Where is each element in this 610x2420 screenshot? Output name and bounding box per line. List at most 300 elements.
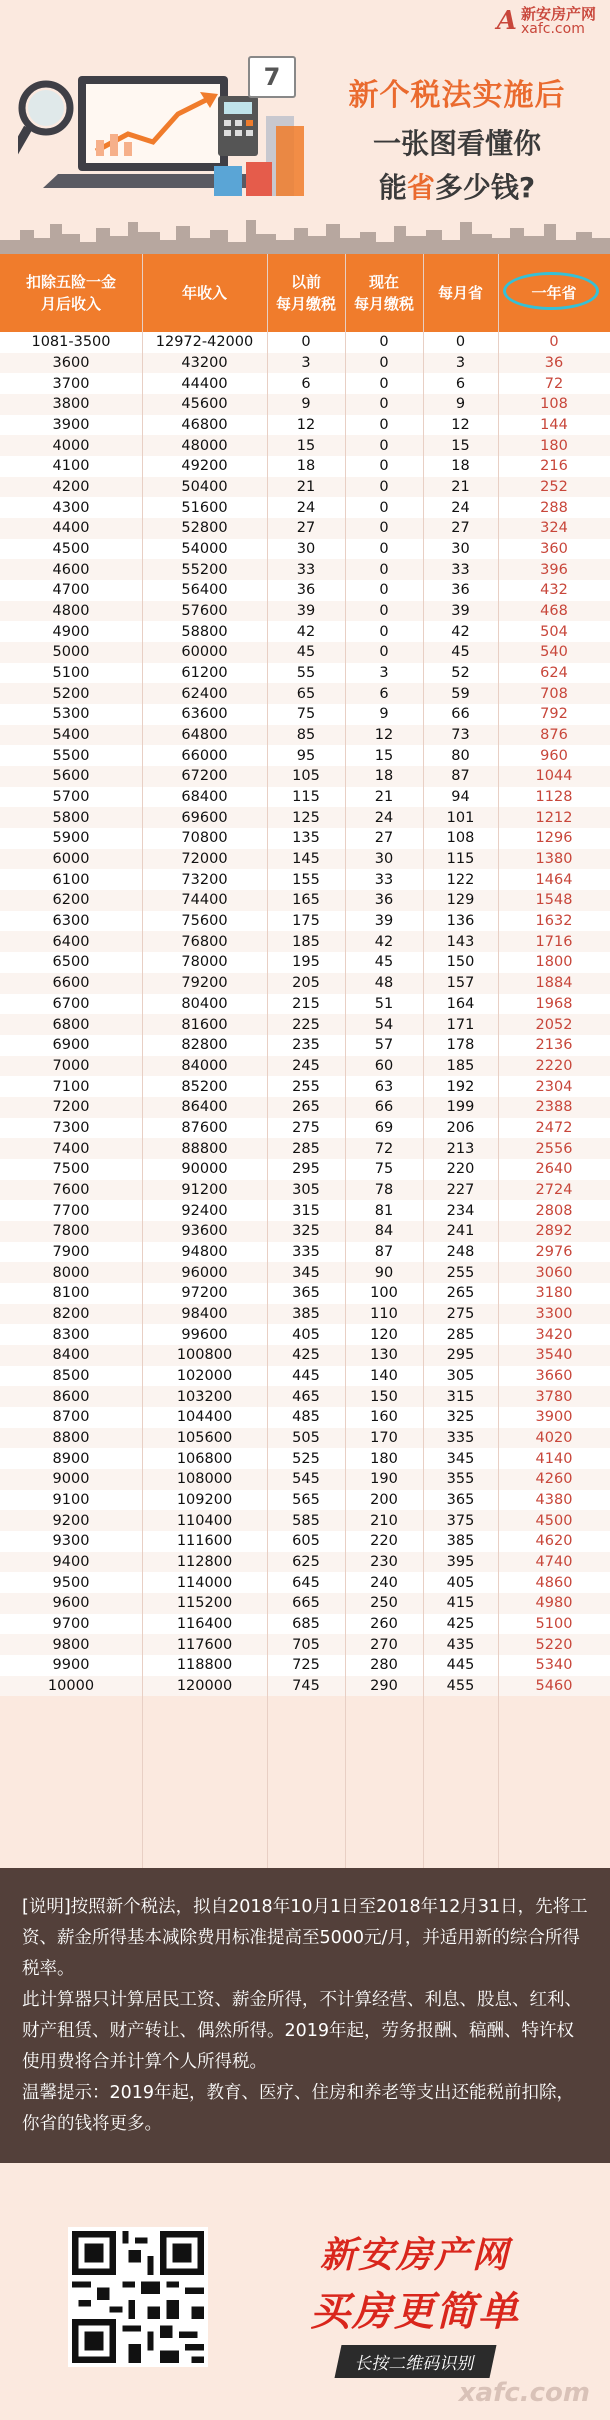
table-row [0,766,610,787]
cell-annual-income: 44400 [181,375,228,392]
table-row [0,394,610,415]
cell-old-tax: 185 [292,933,320,950]
cell-old-tax: 235 [292,1037,320,1054]
cell-monthly-saving: 73 [451,727,470,744]
cell-yearly-saving: 2556 [535,1140,573,1157]
cell-annual-income: 78000 [181,954,228,971]
cell-monthly-saving: 21 [451,479,470,496]
tax-table [0,332,610,1696]
cell-yearly-saving: 2724 [535,1181,573,1198]
cell-monthly-saving: 241 [446,1223,475,1240]
cell-yearly-saving: 5100 [535,1615,573,1632]
cell-new-tax: 48 [374,975,394,992]
cell-new-tax: 0 [379,396,389,413]
cell-annual-income: 81600 [181,1016,228,1033]
cell-new-tax: 0 [379,623,389,640]
cell-old-tax: 625 [292,1553,320,1570]
cell-old-tax: 665 [292,1595,320,1612]
cell-monthly-income: 4500 [52,541,90,558]
cell-new-tax: 0 [379,541,389,558]
cell-annual-income: 79200 [181,975,228,992]
cell-new-tax: 90 [374,1264,394,1281]
cell-new-tax: 0 [379,437,389,454]
cell-yearly-saving: 3540 [535,1347,573,1364]
cell-monthly-income: 6700 [52,995,90,1012]
cell-old-tax: 12 [296,417,316,434]
cell-monthly-saving: 365 [446,1491,475,1508]
table-row [0,497,610,518]
table-row [0,1634,610,1655]
cell-old-tax: 565 [292,1491,320,1508]
cell-old-tax: 425 [292,1347,320,1364]
cell-yearly-saving: 960 [540,747,568,764]
cell-old-tax: 36 [296,582,316,599]
cell-new-tax: 57 [374,1037,394,1054]
table-row [0,1324,610,1345]
table-row [0,1159,610,1180]
cell-new-tax: 240 [370,1574,398,1591]
cell-annual-income: 100800 [176,1347,233,1364]
cell-old-tax: 45 [296,644,316,661]
table-row [0,1428,610,1449]
cell-old-tax: 75 [296,706,316,723]
cell-new-tax: 6 [379,685,389,702]
cell-monthly-income: 7900 [52,1243,90,1260]
cell-monthly-saving: 234 [446,1202,475,1219]
table-row [0,456,610,477]
cell-new-tax: 270 [370,1636,398,1653]
cell-annual-income: 58800 [181,623,228,640]
cell-monthly-income: 4700 [52,582,90,599]
cell-annual-income: 111600 [176,1533,233,1550]
city-skyline-icon [0,216,610,254]
cell-yearly-saving: 0 [549,334,559,351]
table-row [0,332,610,353]
cell-new-tax: 24 [374,809,394,826]
table-row [0,435,610,456]
column-divider [345,254,346,1868]
cell-new-tax: 51 [374,995,394,1012]
cell-yearly-saving: 2304 [535,1078,573,1095]
cell-annual-income: 94800 [181,1243,228,1260]
cell-new-tax: 0 [379,603,389,620]
cell-monthly-saving: 12 [451,417,470,434]
cell-old-tax: 18 [296,458,316,475]
table-row [0,1386,610,1407]
table-row [0,1180,610,1201]
table-row [0,1448,610,1469]
cell-old-tax: 405 [292,1326,320,1343]
table-row [0,1345,610,1366]
table-row [0,1056,610,1077]
header-yearly-saving: 一年省 [531,283,577,302]
cell-new-tax: 84 [374,1223,394,1240]
cell-monthly-income: 4300 [52,499,90,516]
cell-yearly-saving: 708 [540,685,568,702]
cell-old-tax: 135 [292,830,320,847]
cell-old-tax: 125 [292,809,320,826]
table-row [0,1118,610,1139]
cell-old-tax: 27 [296,520,316,537]
cell-new-tax: 250 [370,1595,398,1612]
cell-old-tax: 325 [292,1223,320,1240]
cell-yearly-saving: 4380 [535,1491,573,1508]
hero-title-line3: 能省多少钱? [378,171,536,204]
cell-annual-income: 68400 [181,789,228,806]
cell-monthly-saving: 9 [455,396,466,413]
cell-monthly-saving: 164 [446,995,475,1012]
cell-new-tax: 60 [374,1057,394,1074]
cell-monthly-income: 7600 [52,1181,90,1198]
cell-old-tax: 505 [292,1429,320,1446]
cell-old-tax: 42 [296,623,316,640]
cell-annual-income: 52800 [181,520,228,537]
table-row [0,580,610,601]
cell-monthly-saving: 27 [451,520,470,537]
cell-old-tax: 165 [292,892,320,909]
cell-new-tax: 0 [379,479,389,496]
cell-yearly-saving: 3420 [535,1326,573,1343]
cell-monthly-income: 6200 [52,892,90,909]
cell-yearly-saving: 4740 [535,1553,573,1570]
cell-old-tax: 255 [292,1078,320,1095]
cell-new-tax: 3 [379,665,389,682]
cell-annual-income: 84000 [181,1057,228,1074]
cell-annual-income: 109200 [176,1491,233,1508]
cell-annual-income: 43200 [181,355,228,371]
cell-yearly-saving: 1548 [535,892,573,909]
cell-old-tax: 205 [292,975,320,992]
cell-yearly-saving: 2892 [535,1223,573,1240]
cell-old-tax: 85 [296,727,316,744]
cell-monthly-income: 9100 [52,1491,90,1508]
cell-monthly-saving: 265 [446,1285,475,1302]
cell-yearly-saving: 1044 [535,768,573,785]
table-row [0,994,610,1015]
cell-old-tax: 275 [292,1119,320,1136]
cell-monthly-income: 4100 [52,458,90,475]
cell-new-tax: 110 [370,1305,398,1322]
cell-monthly-saving: 375 [446,1512,475,1529]
cell-monthly-income: 8400 [52,1347,90,1364]
cell-old-tax: 3 [301,355,311,371]
cell-monthly-saving: 255 [446,1264,475,1281]
cell-annual-income: 103200 [176,1388,233,1405]
cell-annual-income: 99600 [181,1326,228,1343]
column-divider [142,254,143,1868]
cell-monthly-saving: 385 [446,1533,475,1550]
table-row [0,539,610,560]
cell-monthly-saving: 355 [446,1471,475,1488]
cell-yearly-saving: 4860 [535,1574,573,1591]
cell-yearly-saving: 1716 [535,933,573,950]
cell-annual-income: 97200 [181,1285,228,1302]
cell-yearly-saving: 2388 [535,1099,573,1116]
table-row [0,1097,610,1118]
cell-annual-income: 92400 [181,1202,228,1219]
header-annual-income: 年收入 [181,283,227,302]
cell-annual-income: 93600 [181,1223,228,1240]
cell-annual-income: 108000 [176,1471,233,1488]
cell-new-tax: 15 [374,747,394,764]
cell-new-tax: 280 [370,1657,398,1674]
cell-yearly-saving: 1464 [535,871,573,888]
cell-old-tax: 9 [301,396,311,413]
cell-old-tax: 65 [296,685,316,702]
explanation-note [0,1868,610,2163]
cell-annual-income: 106800 [176,1450,233,1467]
cell-yearly-saving: 36 [544,355,564,371]
cell-old-tax: 345 [292,1264,320,1281]
cell-annual-income: 66000 [181,747,228,764]
cell-new-tax: 0 [379,355,389,371]
cell-new-tax: 0 [379,499,389,516]
cell-annual-income: 117600 [176,1636,233,1653]
cell-monthly-saving: 115 [446,851,475,868]
cell-old-tax: 95 [296,747,316,764]
cell-new-tax: 42 [374,933,394,950]
table-row [0,477,610,498]
qr-code-icon[interactable] [68,2227,208,2367]
cell-old-tax: 585 [292,1512,320,1529]
cell-monthly-income: 5400 [52,727,90,744]
cell-monthly-saving: 275 [446,1305,475,1322]
table-row [0,725,610,746]
cell-annual-income: 63600 [181,706,228,723]
cell-yearly-saving: 432 [540,582,568,599]
cell-new-tax: 0 [379,375,389,392]
cell-old-tax: 335 [292,1243,320,1260]
cell-old-tax: 115 [292,789,320,806]
table-row [0,1572,610,1593]
cell-new-tax: 230 [370,1553,398,1570]
cell-annual-income: 45600 [181,396,228,413]
cell-monthly-saving: 33 [451,561,470,578]
cell-new-tax: 120 [370,1326,398,1343]
cell-new-tax: 0 [379,334,389,351]
cell-monthly-saving: 315 [446,1388,475,1405]
cell-new-tax: 0 [379,644,389,661]
cell-monthly-saving: 415 [446,1595,475,1612]
cell-old-tax: 145 [292,851,320,868]
table-row [0,621,610,642]
cell-monthly-saving: 15 [451,437,470,454]
cell-monthly-income: 9400 [52,1553,90,1570]
cell-monthly-saving: 136 [446,913,475,930]
cell-annual-income: 56400 [181,582,228,599]
cell-old-tax: 545 [292,1471,320,1488]
cell-yearly-saving: 144 [540,417,568,434]
cell-monthly-income: 7700 [52,1202,90,1219]
table-row [0,1242,610,1263]
cell-annual-income: 118800 [176,1657,233,1674]
cell-annual-income: 74400 [181,892,228,909]
cell-yearly-saving: 792 [540,706,568,723]
cell-monthly-saving: 101 [446,809,475,826]
cell-old-tax: 605 [292,1533,320,1550]
table-row [0,642,610,663]
cell-monthly-income: 4900 [52,623,90,640]
cell-monthly-income: 7300 [52,1119,90,1136]
site-logo[interactable] [497,6,596,36]
cell-monthly-saving: 30 [451,541,470,558]
cell-yearly-saving: 504 [540,623,568,640]
cell-annual-income: 61200 [181,665,228,682]
cell-annual-income: 114000 [176,1574,233,1591]
cell-yearly-saving: 540 [540,644,568,661]
cell-yearly-saving: 468 [540,603,568,620]
table-row [0,1490,610,1511]
cell-monthly-income: 3900 [52,417,90,434]
cell-yearly-saving: 4260 [535,1471,573,1488]
calendar-icon: 7 [248,56,296,98]
cell-monthly-saving: 425 [446,1615,475,1632]
cell-annual-income: 91200 [181,1181,228,1198]
cell-yearly-saving: 3660 [535,1367,573,1384]
cell-old-tax: 175 [292,913,320,930]
cell-new-tax: 0 [379,417,389,434]
cell-annual-income: 64800 [181,727,228,744]
cell-annual-income: 69600 [181,809,228,826]
header-new-tax: 现在 每月缴税 [353,272,414,313]
cell-annual-income: 76800 [181,933,228,950]
cell-new-tax: 130 [370,1347,398,1364]
highlight-circle-icon [503,272,599,310]
table-row [0,828,610,849]
cell-annual-income: 57600 [181,603,228,620]
cell-annual-income: 104400 [176,1409,233,1426]
table-row [0,1283,610,1304]
cell-annual-income: 46800 [181,417,228,434]
cell-old-tax: 30 [296,541,316,558]
table-row [0,890,610,911]
cell-new-tax: 0 [379,520,389,537]
cell-annual-income: 116400 [176,1615,233,1632]
table-row [0,849,610,870]
cell-monthly-income: 8200 [52,1305,90,1322]
table-row [0,663,610,684]
cell-yearly-saving: 4500 [535,1512,573,1529]
cell-monthly-saving: 185 [446,1057,475,1074]
cell-yearly-saving: 1128 [535,789,573,806]
cell-monthly-income: 6300 [52,913,90,930]
cell-new-tax: 180 [370,1450,398,1467]
table-row [0,1676,610,1697]
cell-monthly-saving: 52 [451,665,470,682]
table-row [0,373,610,394]
brand-slogan [255,2227,575,2378]
cell-yearly-saving: 1296 [535,830,573,847]
cell-monthly-saving: 108 [446,830,475,847]
table-row [0,787,610,808]
cell-monthly-income: 8100 [52,1285,90,1302]
cell-old-tax: 265 [292,1099,320,1116]
cell-monthly-income: 6100 [52,871,90,888]
cell-monthly-saving: 18 [451,458,470,475]
cell-old-tax: 6 [301,375,311,392]
table-row [0,1593,610,1614]
cell-yearly-saving: 3180 [535,1285,573,1302]
table-row [0,415,610,436]
table-row [0,952,610,973]
cell-annual-income: 67200 [181,768,228,785]
cell-new-tax: 290 [370,1678,398,1694]
cell-monthly-income: 4200 [52,479,90,496]
table-row [0,911,610,932]
cell-new-tax: 170 [370,1429,398,1446]
cell-monthly-saving: 285 [446,1326,475,1343]
cell-new-tax: 33 [374,871,394,888]
cell-monthly-income: 4800 [52,603,90,620]
cell-new-tax: 45 [374,954,394,971]
cell-monthly-income: 5700 [52,789,90,806]
cell-monthly-income: 9700 [52,1615,90,1632]
cell-monthly-saving: 6 [455,375,466,392]
cell-monthly-saving: 455 [446,1678,475,1694]
table-row [0,745,610,766]
cell-monthly-saving: 171 [446,1016,475,1033]
cell-yearly-saving: 5340 [535,1657,573,1674]
cell-monthly-saving: 66 [451,706,470,723]
note-paragraph-2: 此计算器只计算居民工资、薪金所得，不计算经营、利息、股息、红利、财产租赁、财产转让、偶然所得。2019年起，劳务报酬、稿酬、特许权使用费将合并计算个人所得税。 [22,1990,582,2072]
cell-monthly-saving: 445 [446,1657,475,1674]
cell-yearly-saving: 180 [540,437,568,454]
cell-monthly-saving: 395 [446,1553,475,1570]
cell-old-tax: 55 [296,665,316,682]
cell-new-tax: 0 [379,458,389,475]
hero-banner [0,44,610,254]
cell-yearly-saving: 1212 [535,809,573,826]
table-row [0,1076,610,1097]
cell-new-tax: 9 [379,706,389,723]
cell-yearly-saving: 324 [540,520,568,537]
cell-yearly-saving: 2472 [535,1119,573,1136]
logo-mark-icon: A [496,6,517,36]
cell-old-tax: 225 [292,1016,320,1033]
cell-monthly-saving: 122 [446,871,475,888]
cell-monthly-saving: 87 [451,768,470,785]
logo-domain: xafc.com [520,20,585,37]
cell-yearly-saving: 108 [540,396,568,413]
cell-yearly-saving: 3300 [535,1305,573,1322]
cell-yearly-saving: 3060 [535,1264,573,1281]
cell-annual-income: 90000 [181,1161,228,1178]
cell-new-tax: 260 [370,1615,398,1632]
top-bar [0,0,610,44]
cell-monthly-income: 6500 [52,954,90,971]
cell-monthly-income: 5000 [52,644,90,661]
cell-monthly-income: 10000 [47,1678,95,1694]
cell-new-tax: 12 [374,727,394,744]
cell-old-tax: 39 [296,603,316,620]
header-monthly-income: 扣除五险一金 月后收入 [25,272,116,313]
cell-old-tax: 155 [292,871,320,888]
cell-old-tax: 645 [292,1574,320,1591]
cell-annual-income: 105600 [176,1429,233,1446]
cell-monthly-saving: 335 [446,1429,475,1446]
cell-old-tax: 295 [292,1161,320,1178]
cell-old-tax: 215 [292,995,320,1012]
cell-monthly-income: 8600 [52,1388,90,1405]
footer [0,2163,610,2420]
cell-monthly-saving: 42 [451,623,470,640]
cell-old-tax: 705 [292,1636,320,1653]
cell-old-tax: 21 [296,479,316,496]
table-row [0,1014,610,1035]
cell-old-tax: 305 [292,1181,320,1198]
cell-monthly-saving: 295 [446,1347,475,1364]
cell-yearly-saving: 288 [540,499,568,516]
